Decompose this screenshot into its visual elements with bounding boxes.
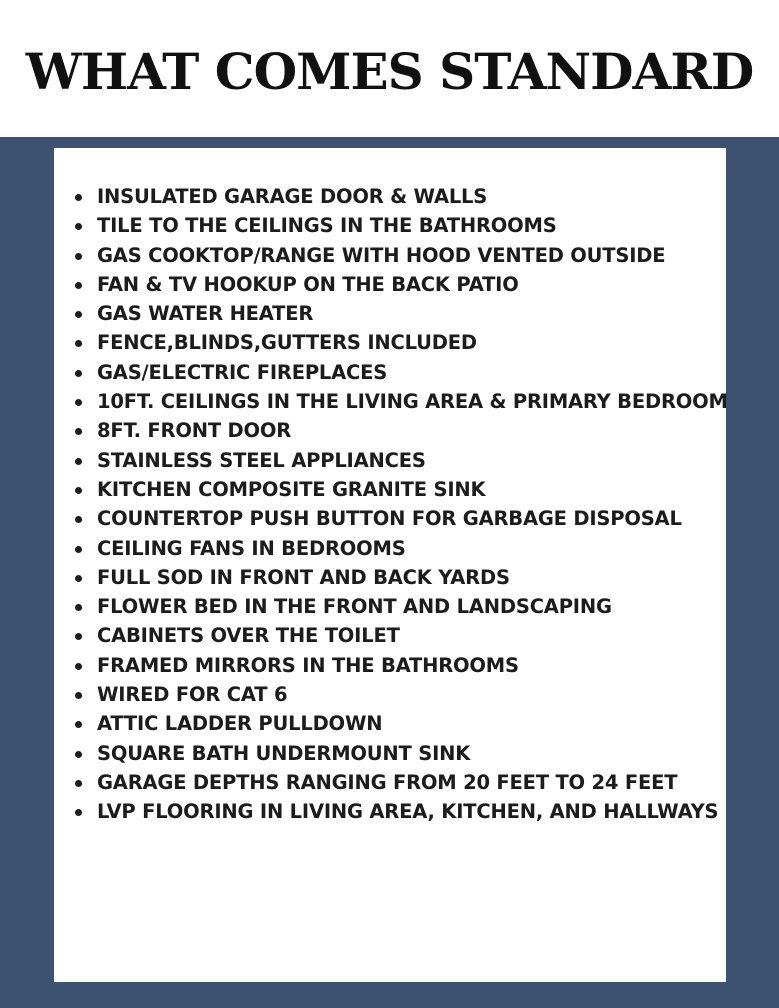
bullet-icon (75, 663, 82, 670)
feature-label: ATTIC LADDER PULLDOWN (97, 712, 383, 736)
feature-label: COUNTERTOP PUSH BUTTON FOR GARBAGE DISPOSAL (97, 507, 682, 531)
bullet-icon (75, 604, 82, 611)
bullet-icon (75, 370, 82, 377)
feature-list (0, 182, 779, 827)
list-item (0, 739, 779, 768)
feature-label: GAS/ELECTRIC FIREPLACES (97, 360, 388, 384)
bullet-icon (75, 253, 82, 260)
list-item (0, 534, 779, 563)
bullet-icon (75, 809, 82, 816)
list-item (0, 797, 779, 826)
bullet-icon (75, 311, 82, 318)
list-item (0, 504, 779, 533)
bullet-icon (75, 428, 82, 435)
feature-label: INSULATED GARAGE DOOR & WALLS (97, 185, 488, 208)
list-item (0, 446, 779, 475)
feature-label: GARAGE DEPTHS RANGING FROM 20 FEET TO 24 FEET (97, 770, 678, 794)
list-item (0, 387, 779, 416)
feature-label: 10FT. CEILINGS IN THE LIVING AREA & PRIMARY BEDROOM (97, 390, 728, 414)
feature-label: TILE TO THE CEILINGS IN THE BATHROOMS (97, 214, 557, 238)
bullet-icon (75, 458, 82, 465)
bullet-icon (75, 721, 82, 728)
list-item (0, 621, 779, 650)
feature-label: FAN & TV HOOKUP ON THE BACK PATIO (97, 272, 519, 296)
list-item (0, 328, 779, 357)
list-item (0, 592, 779, 621)
list-item (0, 270, 779, 299)
bullet-icon (75, 194, 82, 201)
bullet-icon (75, 282, 82, 289)
bullet-icon (75, 546, 82, 553)
feature-label: FRAMED MIRRORS IN THE BATHROOMS (97, 653, 519, 677)
feature-label: FULL SOD IN FRONT AND BACK YARDS (97, 565, 510, 589)
bullet-icon (75, 399, 82, 406)
list-item (0, 358, 779, 387)
feature-label: KITCHEN COMPOSITE GRANITE SINK (97, 477, 486, 501)
feature-label: STAINLESS STEEL APPLIANCES (97, 448, 426, 472)
bullet-icon (75, 340, 82, 347)
list-item (0, 680, 779, 709)
feature-label: CABINETS OVER THE TOILET (97, 624, 400, 648)
feature-label: LVP FLOORING IN LIVING AREA, KITCHEN, AND HALLWAYS (97, 800, 719, 824)
bullet-icon (75, 751, 82, 758)
feature-label: GAS COOKTOP/RANGE WITH HOOD VENTED OUTSIDE (97, 243, 666, 267)
list-item (0, 182, 779, 211)
bullet-icon (75, 633, 82, 640)
list-item (0, 299, 779, 328)
feature-label: CEILING FANS IN BEDROOMS (97, 536, 406, 560)
list-item (0, 211, 779, 240)
list-item (0, 768, 779, 797)
feature-label: GAS WATER HEATER (97, 302, 314, 326)
list-item (0, 709, 779, 738)
feature-label: SQUARE BATH UNDERMOUNT SINK (97, 741, 471, 765)
bullet-icon (75, 487, 82, 494)
feature-label: FLOWER BED IN THE FRONT AND LANDSCAPING (97, 595, 612, 619)
header (0, 0, 779, 137)
feature-label: FENCE,BLINDS,GUTTERS INCLUDED (97, 331, 477, 355)
list-item (0, 651, 779, 680)
page-title: WHAT COMES STANDARD (25, 42, 754, 101)
bullet-icon (75, 223, 82, 230)
feature-label: 8FT. FRONT DOOR (97, 419, 292, 443)
bullet-icon (75, 516, 82, 523)
bullet-icon (75, 692, 82, 699)
feature-label: WIRED FOR CAT 6 (97, 683, 288, 707)
list-item (0, 416, 779, 445)
list-item (0, 241, 779, 270)
list-item (0, 563, 779, 592)
bullet-icon (75, 780, 82, 787)
list-item (0, 475, 779, 504)
bullet-icon (75, 575, 82, 582)
